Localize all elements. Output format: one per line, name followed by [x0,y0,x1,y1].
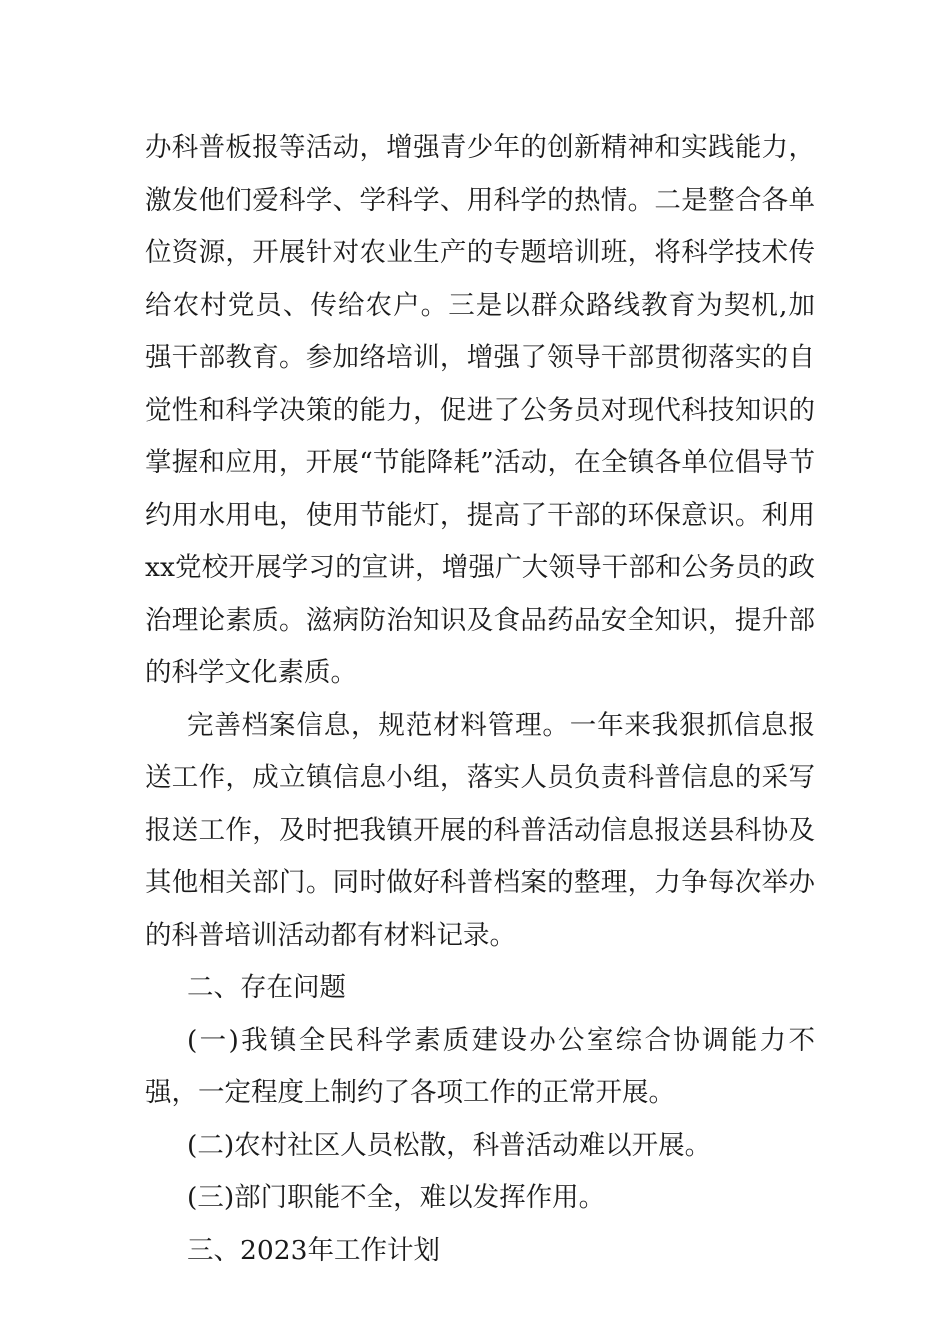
problem-item-3: (三)部门职能不全，难以发挥作用。 [187,1182,606,1213]
problem-item-2: (二)农村社区人员松散，科普活动难以开展。 [187,1129,712,1161]
section-heading-work-plan: 三、2023年工作计划 [187,1234,440,1266]
problem-item-1: (一)我镇全民科学素质建设办公室综合协调能力不强，一定程度上制约了各项工作的正常开展。 [145,1024,815,1108]
document-body [145,122,815,1277]
paragraph-science-activities: 办科普板报等活动，增强青少年的创新精神和实践能力，激发他们爱科学、学科学、用科学的热情。二是整合各单位资源，开展针对农业生产的专题培训班，将科学技术传给农村党员、传给农户。三是以群众路线教育为契机,加强干部教育。参加络培训，增强了领导干部贯彻落实的自觉性和科学决策的能力，促进了公务员对现代科技知识的掌握和应用，开展“节能降耗”活动，在全镇各单位倡导节约用水用电，使用节能灯，提高了干部的环保意识。利用xx党校开展学习的宣讲，增强广大领导干部和公务员的政治理论素质。滋病防治知识及食品药品安全知识，提升部的科学文化素质。 [145,132,815,688]
section-heading-problems: 二、存在问题 [187,972,346,1003]
paragraph-archive-management: 完善档案信息，规范材料管理。一年来我狠抓信息报送工作，成立镇信息小组，落实人员负责科普信息的采写报送工作，及时把我镇开展的科普活动信息报送县科协及其他相关部门。同时做好科普档案的整理，力争每次举办的科普培训活动都有材料记录。 [145,709,815,951]
